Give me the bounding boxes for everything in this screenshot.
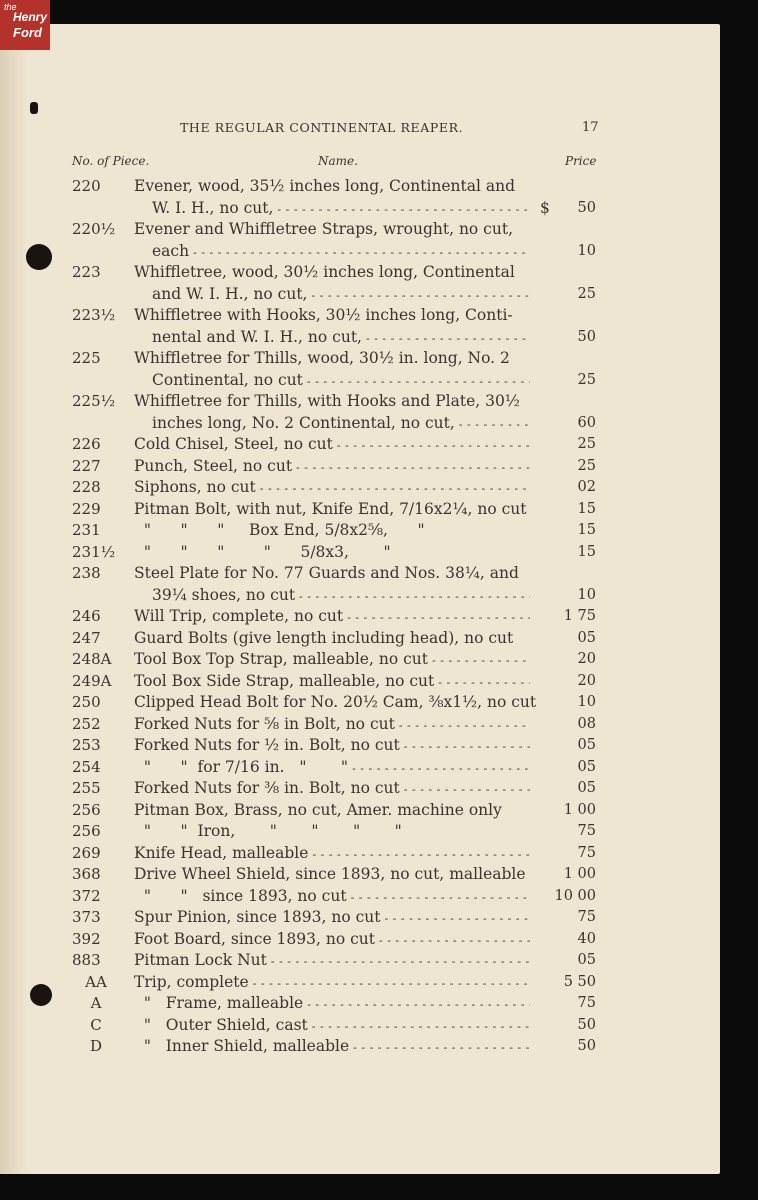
piece-number: 225 xyxy=(72,349,101,367)
book-page xyxy=(0,24,720,1174)
piece-price: 40 xyxy=(577,930,596,947)
table-row xyxy=(0,542,720,564)
piece-price: 50 xyxy=(577,1038,596,1054)
piece-price: 75 xyxy=(577,823,596,839)
piece-price: 25 xyxy=(577,285,596,302)
piece-price: 10 00 xyxy=(554,887,596,904)
piece-number: 373 xyxy=(72,908,101,926)
piece-price: 05 xyxy=(577,629,596,646)
table-row xyxy=(0,1036,720,1058)
piece-price: 75 xyxy=(577,909,596,925)
piece-name: Forked Nuts for ⅝ in Bolt, no cut - - - xyxy=(134,714,530,737)
piece-number: 231½ xyxy=(72,542,116,561)
table-row xyxy=(0,606,720,628)
piece-price: 10 xyxy=(577,242,596,259)
piece-number: 226 xyxy=(72,435,101,453)
table-row xyxy=(0,692,720,714)
piece-number: 223½ xyxy=(72,306,116,324)
piece-price: 1 75 xyxy=(563,608,596,624)
table-row xyxy=(0,757,720,779)
piece-number: A xyxy=(90,994,102,1012)
piece-price: 25 xyxy=(577,436,596,452)
piece-name: W. I. H., no cut, - - - xyxy=(152,198,530,221)
table-row xyxy=(0,456,720,478)
piece-number: C xyxy=(90,1015,102,1034)
piece-number: 220½ xyxy=(72,220,116,238)
piece-price: 20 xyxy=(577,651,596,667)
henry-ford-logo: the Henry Ford xyxy=(0,0,50,50)
piece-price: 25 xyxy=(577,457,596,474)
table-row xyxy=(0,262,720,284)
column-header-name: Name. xyxy=(318,154,358,168)
piece-number: 372 xyxy=(72,886,101,905)
piece-name: " " Iron, " " " " xyxy=(134,822,402,840)
piece-name: Evener, wood, 35½ inches long, Continental and xyxy=(134,177,516,195)
table-row xyxy=(0,800,720,822)
table-row xyxy=(0,176,720,198)
piece-number: 238 xyxy=(72,564,101,582)
piece-name: " " for 7/16 in. " " - - - xyxy=(134,757,530,780)
table-row xyxy=(0,219,720,241)
piece-price: 50 xyxy=(577,199,596,216)
table-row xyxy=(0,886,720,908)
table-row xyxy=(0,628,720,650)
piece-name: Drive Wheel Shield, since 1893, no cut, malleable xyxy=(134,865,526,883)
piece-name: Whiffletree for Thills, with Hooks and Plate, 30½ xyxy=(134,392,520,410)
piece-number: 256 xyxy=(72,822,101,840)
piece-number: 368 xyxy=(72,865,101,883)
piece-name: Tool Box Side Strap, malleable, no cut - - - xyxy=(134,671,530,694)
piece-number: 253 xyxy=(72,736,101,754)
piece-name: Knife Head, malleable - - - xyxy=(134,843,530,866)
piece-price: 10 xyxy=(577,586,596,603)
piece-price: 15 xyxy=(577,500,596,517)
piece-name: Continental, no cut - - - xyxy=(152,370,530,393)
piece-name: Pitman Box, Brass, no cut, Amer. machine only xyxy=(134,800,502,819)
piece-name: " " " Box End, 5/8x2⅝, " xyxy=(134,521,425,539)
piece-price: 05 xyxy=(577,737,596,753)
piece-price: 50 xyxy=(577,1016,596,1033)
table-row xyxy=(0,649,720,671)
table-row xyxy=(0,778,720,800)
table-row xyxy=(0,284,720,306)
table-row xyxy=(0,348,720,370)
piece-number: 246 xyxy=(72,607,101,625)
piece-price: 08 xyxy=(577,715,596,732)
piece-name: Forked Nuts for ½ in. Bolt, no cut - - - xyxy=(134,735,530,758)
piece-price: 75 xyxy=(577,844,596,861)
table-row xyxy=(0,370,720,392)
table-row xyxy=(0,735,720,757)
table-row xyxy=(0,391,720,413)
piece-name: each - - - xyxy=(152,241,530,264)
table-row xyxy=(0,434,720,456)
piece-name: Spur Pinion, since 1893, no cut - - - xyxy=(134,907,530,930)
piece-price: 05 xyxy=(577,758,596,775)
table-row xyxy=(0,929,720,951)
table-row xyxy=(0,241,720,263)
piece-number: 220 xyxy=(72,177,101,195)
table-row xyxy=(0,327,720,349)
piece-number: 255 xyxy=(72,779,101,797)
piece-name: inches long, No. 2 Continental, no cut, - - - xyxy=(152,413,530,436)
piece-name: Foot Board, since 1893, no cut - - - xyxy=(134,929,530,952)
currency-symbol: $ xyxy=(540,198,550,217)
price-list xyxy=(0,176,720,1058)
piece-price: 75 xyxy=(577,995,596,1011)
piece-price: 60 xyxy=(577,414,596,431)
column-header-price: Price xyxy=(565,154,597,168)
piece-name: Pitman Bolt, with nut, Knife End, 7/16x2¼, no cut xyxy=(134,499,527,518)
piece-name: " " since 1893, no cut - - - xyxy=(134,886,530,909)
piece-number: 883 xyxy=(72,951,101,969)
piece-name: Whiffletree for Thills, wood, 30½ in. long, No. 2 xyxy=(134,349,510,367)
table-row xyxy=(0,671,720,693)
piece-name: " Frame, malleable - - - xyxy=(134,993,530,1016)
piece-price: 25 xyxy=(577,371,596,388)
piece-number: 247 xyxy=(72,628,101,647)
piece-name: Clipped Head Bolt for No. 20½ Cam, ⅜x1½, no cut xyxy=(134,693,537,711)
piece-name: Punch, Steel, no cut - - - xyxy=(134,456,530,479)
table-row xyxy=(0,499,720,521)
piece-number: 227 xyxy=(72,456,101,475)
piece-name: " Outer Shield, cast - - - xyxy=(134,1015,530,1038)
table-row xyxy=(0,950,720,972)
piece-number: 225½ xyxy=(72,392,116,410)
piece-name: and W. I. H., no cut, - - - xyxy=(152,284,530,307)
piece-number: 269 xyxy=(72,843,101,862)
running-title: THE REGULAR CONTINENTAL REAPER. xyxy=(180,120,464,135)
piece-number: 229 xyxy=(72,499,101,518)
piece-number: 250 xyxy=(72,693,101,711)
piece-name: Cold Chisel, Steel, no cut - - - xyxy=(134,434,530,457)
piece-name: Siphons, no cut - - - xyxy=(134,477,530,500)
piece-price: 15 xyxy=(577,522,596,538)
table-row xyxy=(0,714,720,736)
column-header-number: No. of Piece. xyxy=(72,154,150,168)
piece-number: 254 xyxy=(72,757,101,776)
piece-number: 392 xyxy=(72,929,101,948)
piece-price: 02 xyxy=(577,479,596,495)
table-row xyxy=(0,563,720,585)
piece-price: 20 xyxy=(577,672,596,689)
table-row xyxy=(0,585,720,607)
table-row xyxy=(0,520,720,542)
table-row xyxy=(0,305,720,327)
piece-name: Evener and Whiffletree Straps, wrought, no cut, xyxy=(134,220,514,238)
piece-number: 256 xyxy=(72,800,101,819)
piece-name: Whiffletree, wood, 30½ inches long, Continental xyxy=(134,263,515,281)
piece-number: 231 xyxy=(72,521,101,539)
piece-name: " Inner Shield, malleable - - - xyxy=(134,1036,530,1059)
piece-price: 1 00 xyxy=(563,801,596,818)
piece-name: Guard Bolts (give length including head), no cut xyxy=(134,628,514,647)
piece-number: 249A xyxy=(72,671,112,690)
piece-name: Pitman Lock Nut - - - xyxy=(134,950,530,973)
table-row xyxy=(0,864,720,886)
table-row xyxy=(0,821,720,843)
piece-price: 5 50 xyxy=(563,973,596,990)
table-row xyxy=(0,198,720,220)
table-row xyxy=(0,843,720,865)
piece-name: Steel Plate for No. 77 Guards and Nos. 38¼, and xyxy=(134,564,519,582)
table-row xyxy=(0,477,720,499)
table-row xyxy=(0,907,720,929)
piece-number: 252 xyxy=(72,714,101,733)
paper-hole xyxy=(30,102,38,114)
piece-number: 248A xyxy=(72,650,112,668)
piece-price: 05 xyxy=(577,780,596,796)
piece-price: 15 xyxy=(577,543,596,560)
piece-price: 1 00 xyxy=(563,866,596,882)
piece-price: 50 xyxy=(577,328,596,345)
piece-name: Tool Box Top Strap, malleable, no cut - - - xyxy=(134,649,530,672)
piece-price: 05 xyxy=(577,952,596,968)
piece-name: Whiffletree with Hooks, 30½ inches long, Conti- xyxy=(134,306,513,324)
piece-name: Trip, complete - - - xyxy=(134,972,530,995)
table-row xyxy=(0,993,720,1015)
piece-price: 10 xyxy=(577,694,596,710)
table-row xyxy=(0,972,720,994)
piece-name: Will Trip, complete, no cut - - - xyxy=(134,606,530,629)
piece-number: 228 xyxy=(72,478,101,496)
page-number: 17 xyxy=(582,120,599,135)
table-row xyxy=(0,1015,720,1037)
piece-number: D xyxy=(89,1037,103,1055)
piece-name: Forked Nuts for ⅜ in. Bolt, no cut - - - xyxy=(134,778,530,801)
piece-name: " " " " 5/8x3, " xyxy=(134,542,391,561)
piece-name: 39¼ shoes, no cut - - - xyxy=(152,585,530,608)
piece-number: AA xyxy=(85,972,107,991)
piece-name: nental and W. I. H., no cut, - - - xyxy=(152,327,530,350)
table-row xyxy=(0,413,720,435)
piece-number: 223 xyxy=(72,263,101,281)
